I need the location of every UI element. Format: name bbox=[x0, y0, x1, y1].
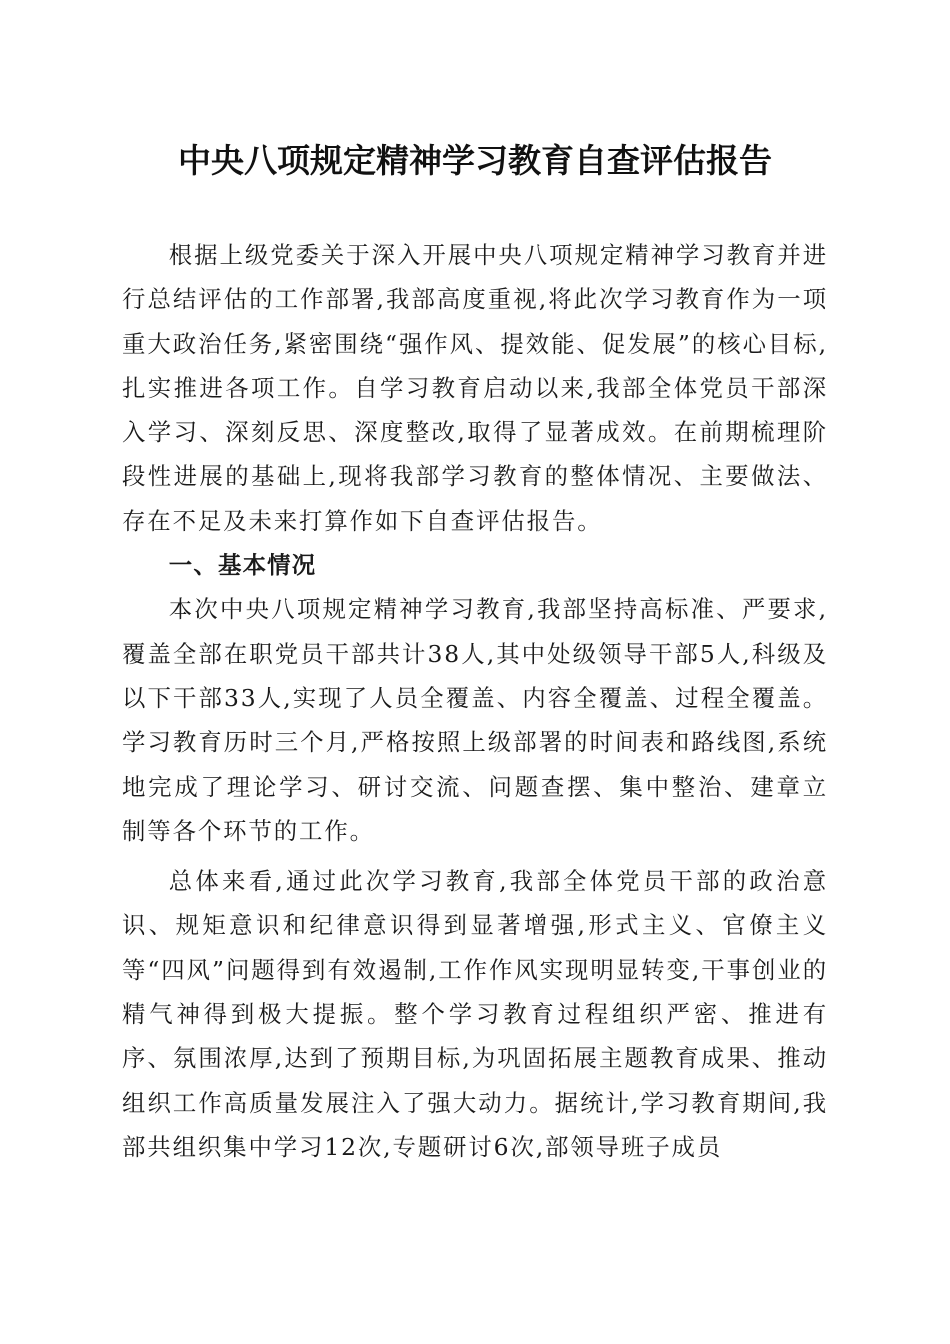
overall-assessment-paragraph: 总体来看,通过此次学习教育,我部全体党员干部的政治意识、规矩意识和纪律意识得到显著增强,形式主义、官僚主义等“四风”问题得到有效遏制,工作作风实现明显转变,干事创业的精气神得到极大提振。整个学习教育过程组织严密、推进有序、氛围浓厚,达到了预期目标,为巩固拓展主题教育成果、推动组织工作高质量发展注入了强大动力。据统计,学习教育期间,我部共组织集中学习12次,专题研讨6次,部领导班子成员 bbox=[122, 867, 828, 1161]
document-title: 中央八项规定精神学习教育自查评估报告 bbox=[178, 141, 772, 180]
section-heading-basic-situation: 一、基本情况 bbox=[168, 551, 317, 580]
intro-paragraph: 根据上级党委关于深入开展中央八项规定精神学习教育并进行总结评估的工作部署,我部高度重视,将此次学习教育作为一项重大政治任务,紧密围绕“强作风、提效能、促发展”的核心目标,扎实推进各项工作。自学习教育启动以来,我部全体党员干部深入学习、深刻反思、深度整改,取得了显著成效。在前期梳理阶段性进展的基础上,现将我部学习教育的整体情况、主要做法、存在不足及未来打算作如下自查评估报告。 bbox=[122, 241, 828, 535]
document-body bbox=[122, 233, 828, 1169]
basic-situation-paragraph: 本次中央八项规定精神学习教育,我部坚持高标准、严要求,覆盖全部在职党员干部共计38人,其中处级领导干部5人,科级及以下干部33人,实现了人员全覆盖、内容全覆盖、过程全覆盖。学习教育历时三个月,严格按照上级部署的时间表和路线图,系统地完成了理论学习、研讨交流、问题查摆、集中整治、建章立制等各个环节的工作。 bbox=[122, 595, 828, 845]
